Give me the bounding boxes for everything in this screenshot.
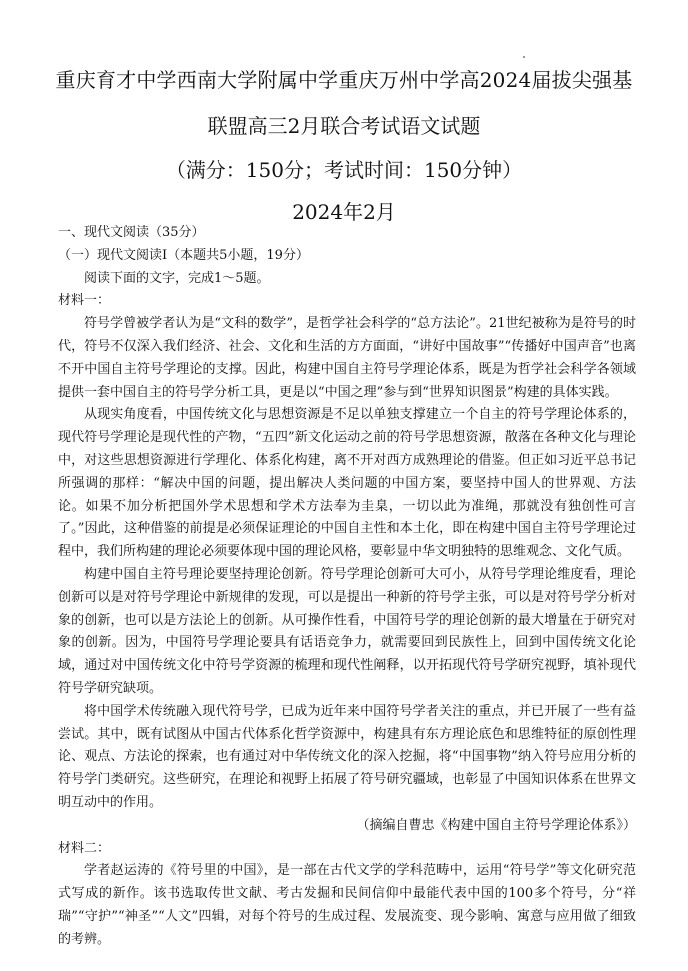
exam-title-line2: 联盟高三2月联合考试语文试题 [207,114,481,138]
section-instruction: 阅读下面的文字，完成1～5题。 [84,270,270,286]
exam-body [58,222,636,952]
section-sub-heading: （一）现代文阅读Ⅰ（本题共5小题，19分） [58,247,309,263]
exam-title-line1: 重庆育才中学西南大学附属中学重庆万州中学高2024届拔尖强基 [55,68,633,92]
scan-speck [523,56,525,58]
material1-paragraph-3: 构建中国自主符号理论要坚持理论创新。符号学理论创新可大可小，从符号学理论维度看，理论创新可以是对符号学理论中新规律的发现，可以是提出一种新的符号学主张，可以是对符号学分析对象的创新，也可以是方法论上的创新。从可操作性看，中国符号学的理论创新的最大增量在于研究对象的创新。因为，中国符号学理论要具有话语竞争力，就需要回到民族性上，回到中国传统文化论域，通过对中国传统文化中符号学资源的梳理和现代性阐释，以开拓现代符号学研究视野，填补现代符号学研究缺项。 [58,566,636,696]
exam-date: 2024年2月 [292,200,396,224]
material2-paragraph-1: 学者赵运涛的《符号里的中国》，是一部在古代文学的学科范畴中，运用“符号学”等文化研究范式写成的新作。该书选取传世文献、考古发掘和民间信仰中最能代表中国的100多个符号，分“祥瑞”“守护”“神圣”“人文”四辑，对每个符号的生成过程、发展流变、现今影响、寓意与应用做了细致的考辨。 [58,863,636,947]
material1-paragraph-1: 符号学曾被学者认为是“文科的数学”，是哲学社会科学的“总方法论”。21世纪被称为是符号的时代，符号不仅深入我们经济、社会、文化和生活的方方面面，“讲好中国故事”“传播好中国声音”也离不开中国自主符号学理论的支撑。因此，构建中国自主符号学理论体系，既是为哲学社会科学各领域提供一套中国自主的符号学分析工具，更是以“中国之理”参与到“世界知识图景”构建的具体实践。 [58,316,636,400]
material2-label: 材料二： [58,840,111,856]
section-heading: 一、现代文阅读（35分） [58,225,205,240]
material1-paragraph-4: 将中国学术传统融入现代符号学，已成为近年来中国符号学者关注的重点，并已开展了一些有益尝试。其中，既有试图从中国古代体系化哲学资源中，构建具有东方理论底色和思维特征的原创性理论、观点、方法论的探索，也有通过对中华传统文化的深入挖掘，将“中国事物”纳入符号应用分析的符号学门类研究。这些研究，在理论和视野上拓展了符号研究疆域，也彰显了中国知识体系在世界文明互动中的作用。 [58,703,636,810]
exam-score-time: （满分：150分；考试时间：150分钟） [165,158,523,182]
material1-label: 材料一： [58,293,111,309]
material1-source: （摘编自曹忠《构建中国自主符号学理论体系》） [356,817,636,833]
material1-paragraph-2: 从现实角度看，中国传统文化与思想资源是不足以单独支撑建立一个自主的符号学理论体系的，现代符号学理论是现代性的产物，“五四”新文化运动之前的符号学思想资源，散落在各种文化与理论中，对这些思想资源进行学理化、体系化构建，离不开对西方成熟理论的借鉴。但正如习近平总书记所强调的那样：“解决中国的问题，提出解决人类问题的中国方案，要坚持中国人的世界观、方法论。如果不加分析把国外学术思想和学术方法奉为圭臬，一切以此为准绳，那就没有独创性可言了。”因此，这种借鉴的前提是必须保证理论的中国自主性和本土化，即在构建中国自主符号学理论过程中，我们所构建的理论必须要体现中国的理论风格，要彰显中华文明独特的思维观念、文化气质。 [58,407,636,560]
